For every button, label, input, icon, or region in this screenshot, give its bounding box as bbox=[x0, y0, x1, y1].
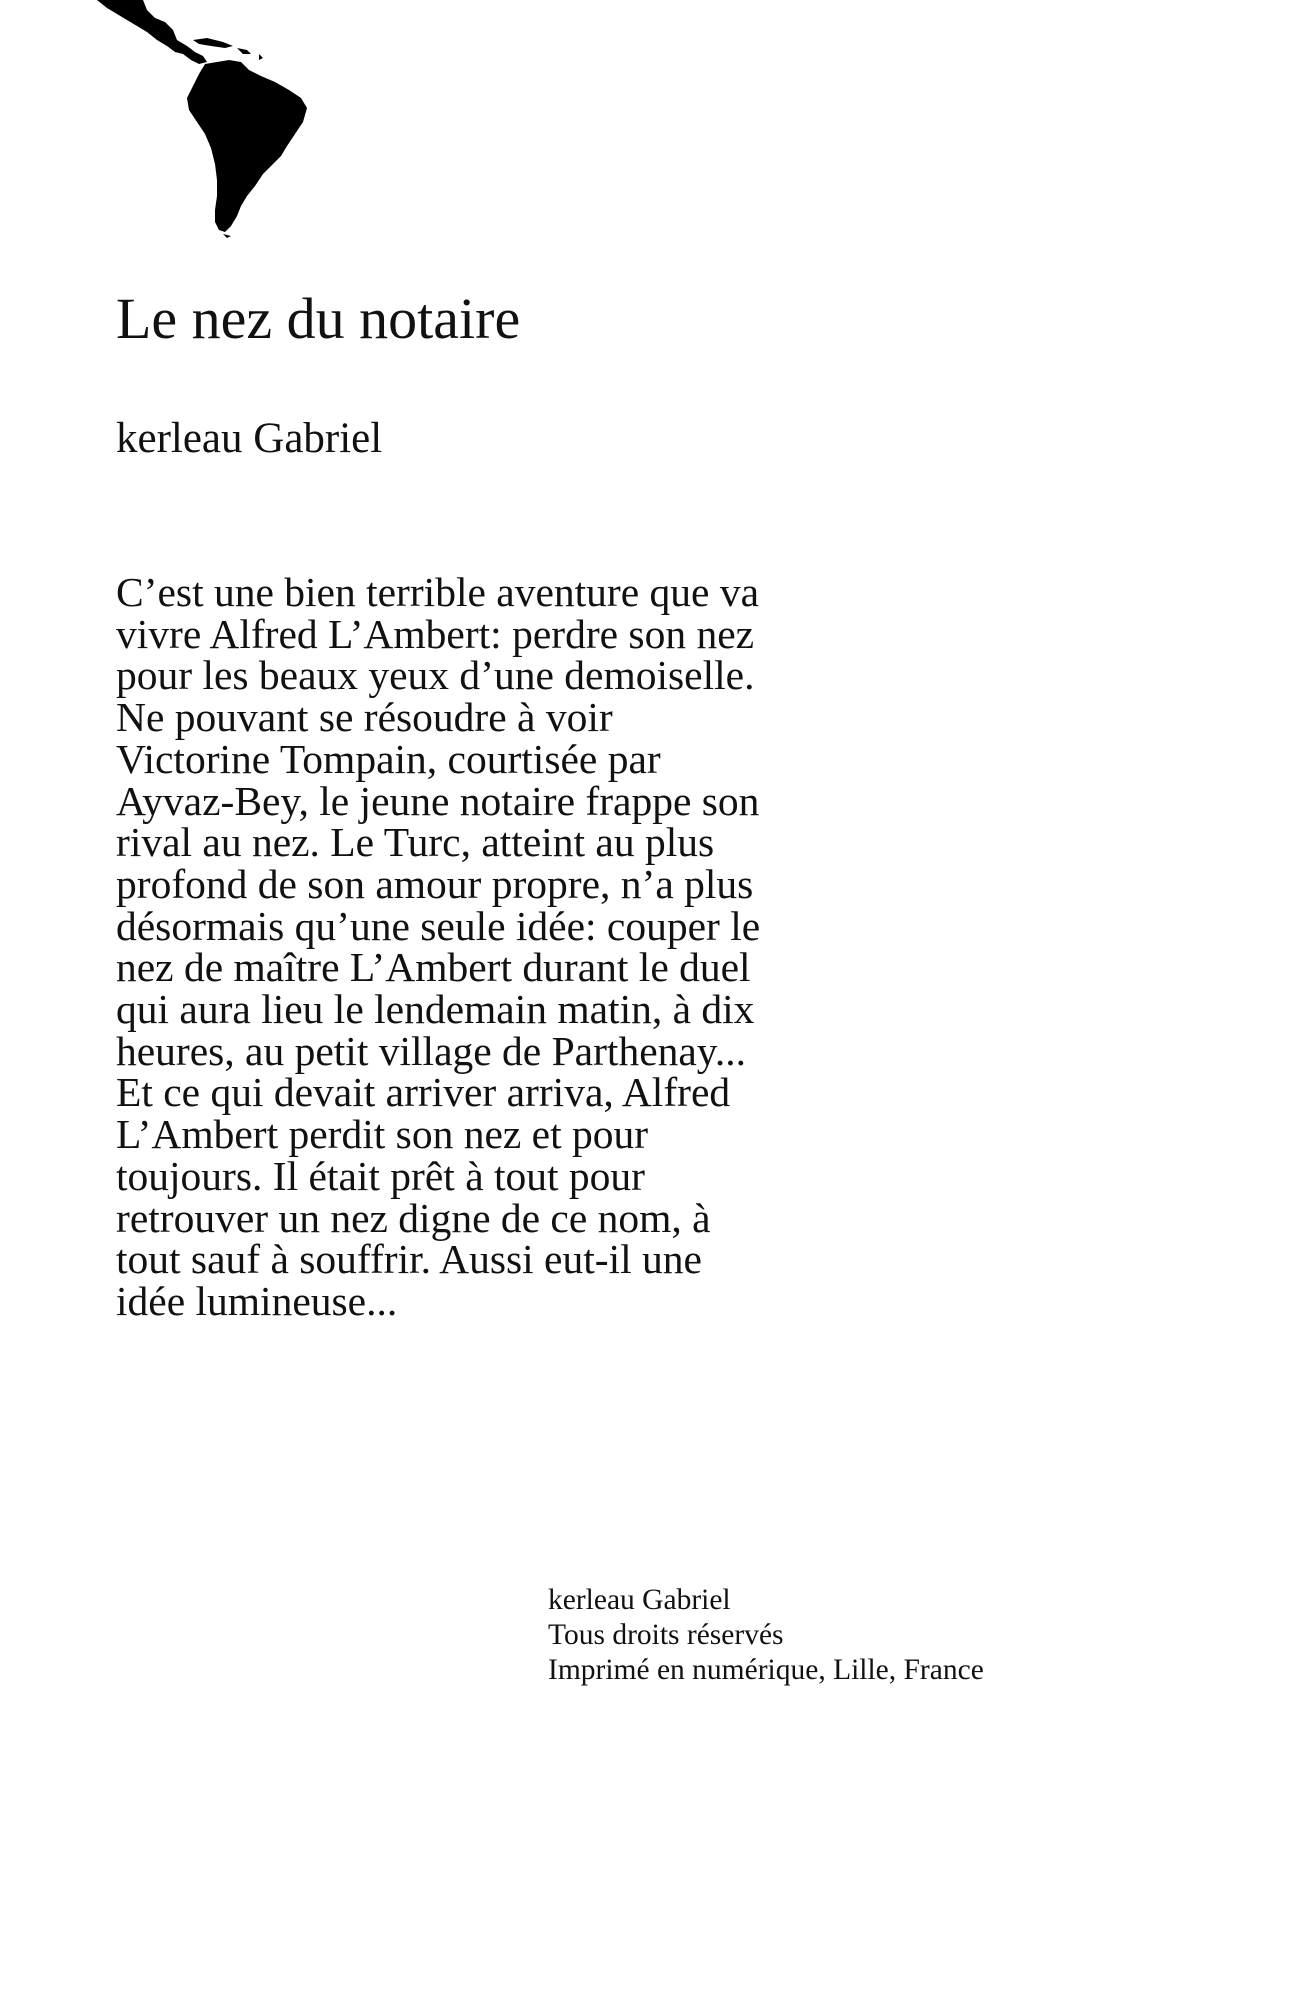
blurb-line: idée lumineuse... bbox=[116, 1277, 398, 1324]
blurb-line: Victorine Tompain, courtisée par bbox=[116, 735, 661, 782]
blurb-line: tout sauf à souffrir. Aussi eut-il une bbox=[116, 1236, 702, 1283]
author-name: kerleau Gabriel bbox=[116, 415, 383, 462]
credits-rights: Tous droits réservés bbox=[548, 1619, 784, 1651]
blurb-line: Ne pouvant se résoudre à voir bbox=[116, 694, 613, 741]
blurb-line: profond de son amour propre, n’a plus bbox=[116, 860, 754, 907]
blurb-line: L’Ambert perdit son nez et pour bbox=[116, 1111, 649, 1158]
credits-author: kerleau Gabriel bbox=[548, 1584, 731, 1616]
credits-printed: Imprimé en numérique, Lille, France bbox=[548, 1654, 984, 1686]
blurb-line: Ayvaz-Bey, le jeune notaire frappe son bbox=[116, 777, 760, 824]
blurb-line: Et ce qui devait arriver arriva, Alfred bbox=[116, 1069, 731, 1116]
blurb-line: désormais qu’une seule idée: couper le bbox=[116, 902, 761, 949]
book-title: Le nez du notaire bbox=[116, 286, 521, 351]
back-cover-blurb bbox=[116, 569, 761, 1324]
blurb-line: pour les beaux yeux d’une demoiselle. bbox=[116, 652, 755, 699]
blurb-line: nez de maître L’Ambert durant le duel bbox=[116, 944, 751, 991]
blurb-line: toujours. Il était prêt à tout pour bbox=[116, 1152, 646, 1199]
imprint-credits bbox=[548, 1583, 984, 1688]
blurb-line: C’est une bien terrible aventure que va bbox=[116, 569, 759, 615]
blurb-line: rival au nez. Le Turc, atteint au plus bbox=[116, 819, 715, 866]
blurb-line: retrouver un nez digne de ce nom, à bbox=[116, 1194, 711, 1241]
americas-map-icon bbox=[95, 0, 335, 240]
blurb-line: heures, au petit village de Parthenay... bbox=[116, 1027, 746, 1074]
blurb-line: qui aura lieu le lendemain matin, à dix bbox=[116, 986, 755, 1033]
blurb-line: vivre Alfred L’Ambert: perdre son nez bbox=[116, 610, 755, 657]
